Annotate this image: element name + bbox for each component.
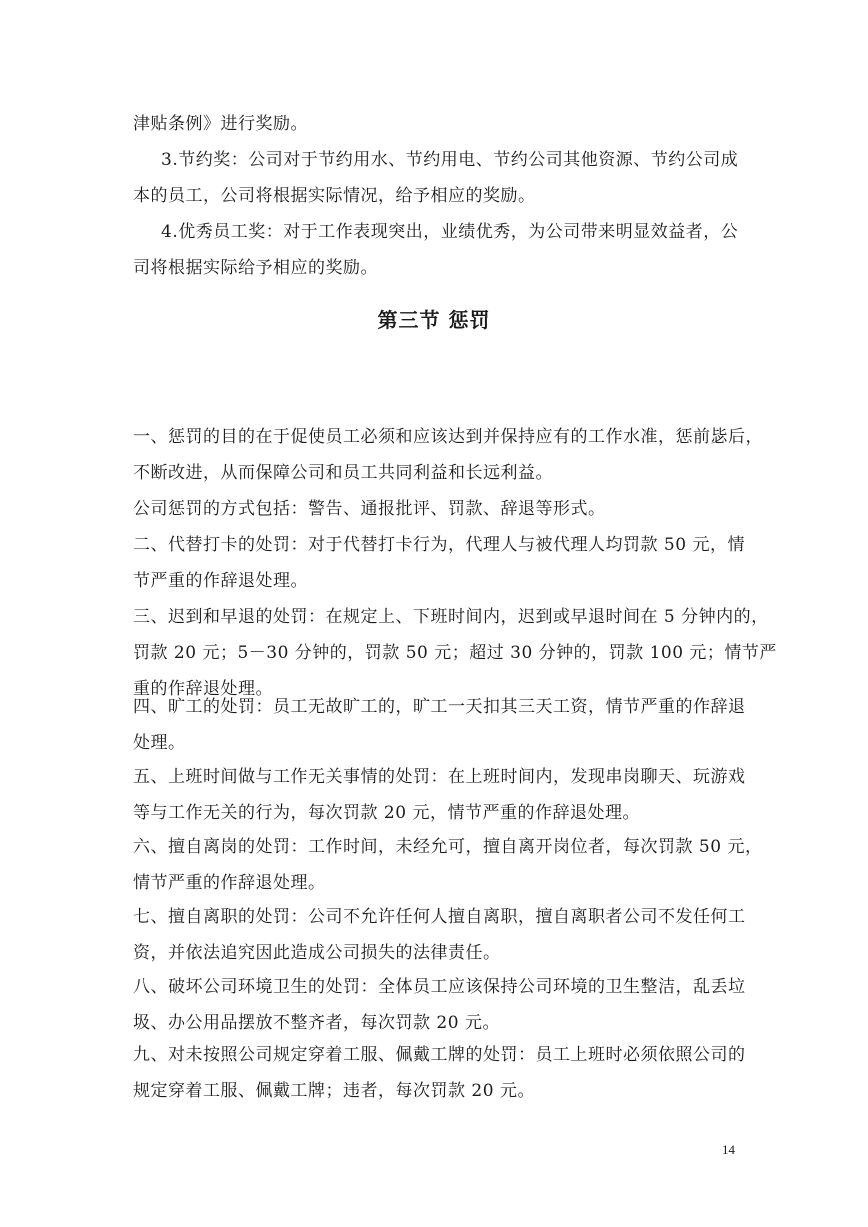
text-line: 处理。 <box>133 733 186 753</box>
text-line: 三、迟到和早退的处罚：在规定上、下班时间内，迟到或早退时间在 5 分钟内的， <box>133 607 769 627</box>
text-line: 节严重的作辞退处理。 <box>133 571 308 591</box>
text-line: 等与工作无关的行为，每次罚款 20 元，情节严重的作辞退处理。 <box>133 803 640 823</box>
rule-6 <box>133 829 763 901</box>
text-line: 资，并依法追究因此造成公司损失的法律责任。 <box>133 943 501 963</box>
text-line: 津贴条例》进行奖励。 <box>133 114 308 134</box>
text-line: 九、对未按照公司规定穿着工服、佩戴工牌的处罚：员工上班时必须依照公司的 <box>133 1045 746 1065</box>
text-line: 3.节约奖：公司对于节约用水、节约用电、节约公司其他资源、节约公司成 <box>161 150 739 170</box>
rule-8 <box>133 969 746 1041</box>
text-line: 八、破坏公司环境卫生的处罚：全体员工应该保持公司环境的卫生整洁，乱丢垃 <box>133 977 746 997</box>
rule-1 <box>133 419 763 491</box>
rule-2 <box>133 527 743 599</box>
text-line: 司将根据实际给予相应的奖励。 <box>133 258 378 278</box>
text-line: 罚款 20 元；5－30 分钟的，罚款 50 元；超过 30 分钟的，罚款 100 元；情节严 <box>133 643 777 663</box>
text-line: 六、擅自离岗的处罚：工作时间，未经允可，擅自离开岗位者，每次罚款 50 元， <box>133 837 763 857</box>
text-line: 公司惩罚的方式包括：警告、通报批评、罚款、辞退等形式。 <box>133 499 606 519</box>
rule-7 <box>133 899 746 971</box>
intro-paragraph <box>133 106 743 142</box>
section-title: 第三节 惩罚 <box>377 308 491 332</box>
rule-9 <box>133 1037 746 1109</box>
rule-4 <box>133 689 746 761</box>
award-item-3 <box>133 142 743 214</box>
punishment-methods <box>133 491 743 527</box>
page-number: 14 <box>722 1142 735 1157</box>
text-line: 本的员工，公司将根据实际情况，给予相应的奖励。 <box>133 186 536 206</box>
text-line: 四、旷工的处罚：员工无故旷工的，旷工一天扣其三天工资，情节严重的作辞退 <box>133 697 746 717</box>
text-line: 七、擅自离职的处罚：公司不允许任何人擅自离职，擅自离职者公司不发任何工 <box>133 907 746 927</box>
text-line: 规定穿着工服、佩戴工牌；违者，每次罚款 20 元。 <box>133 1081 535 1101</box>
award-item-4 <box>133 214 743 286</box>
text-line: 五、上班时间做与工作无关事情的处罚：在上班时间内，发现串岗聊天、玩游戏 <box>133 767 746 787</box>
text-line: 圾、办公用品摆放不整齐者，每次罚款 20 元。 <box>133 1013 500 1033</box>
text-line: 二、代替打卡的处罚：对于代替打卡行为，代理人与被代理人均罚款 50 元，情 <box>133 535 745 555</box>
text-line: 重的作辞退处理。 <box>133 679 273 699</box>
text-line: 不断改进，从而保障公司和员工共同利益和长远利益。 <box>133 463 553 483</box>
text-line: 4.优秀员工奖：对于工作表现突出，业绩优秀，为公司带来明显效益者，公 <box>161 222 739 242</box>
text-line: 情节严重的作辞退处理。 <box>133 873 326 893</box>
text-line: 一、惩罚的目的在于促使员工必须和应该达到并保持应有的工作水准，惩前毖后， <box>133 427 763 447</box>
rule-5 <box>133 759 746 831</box>
